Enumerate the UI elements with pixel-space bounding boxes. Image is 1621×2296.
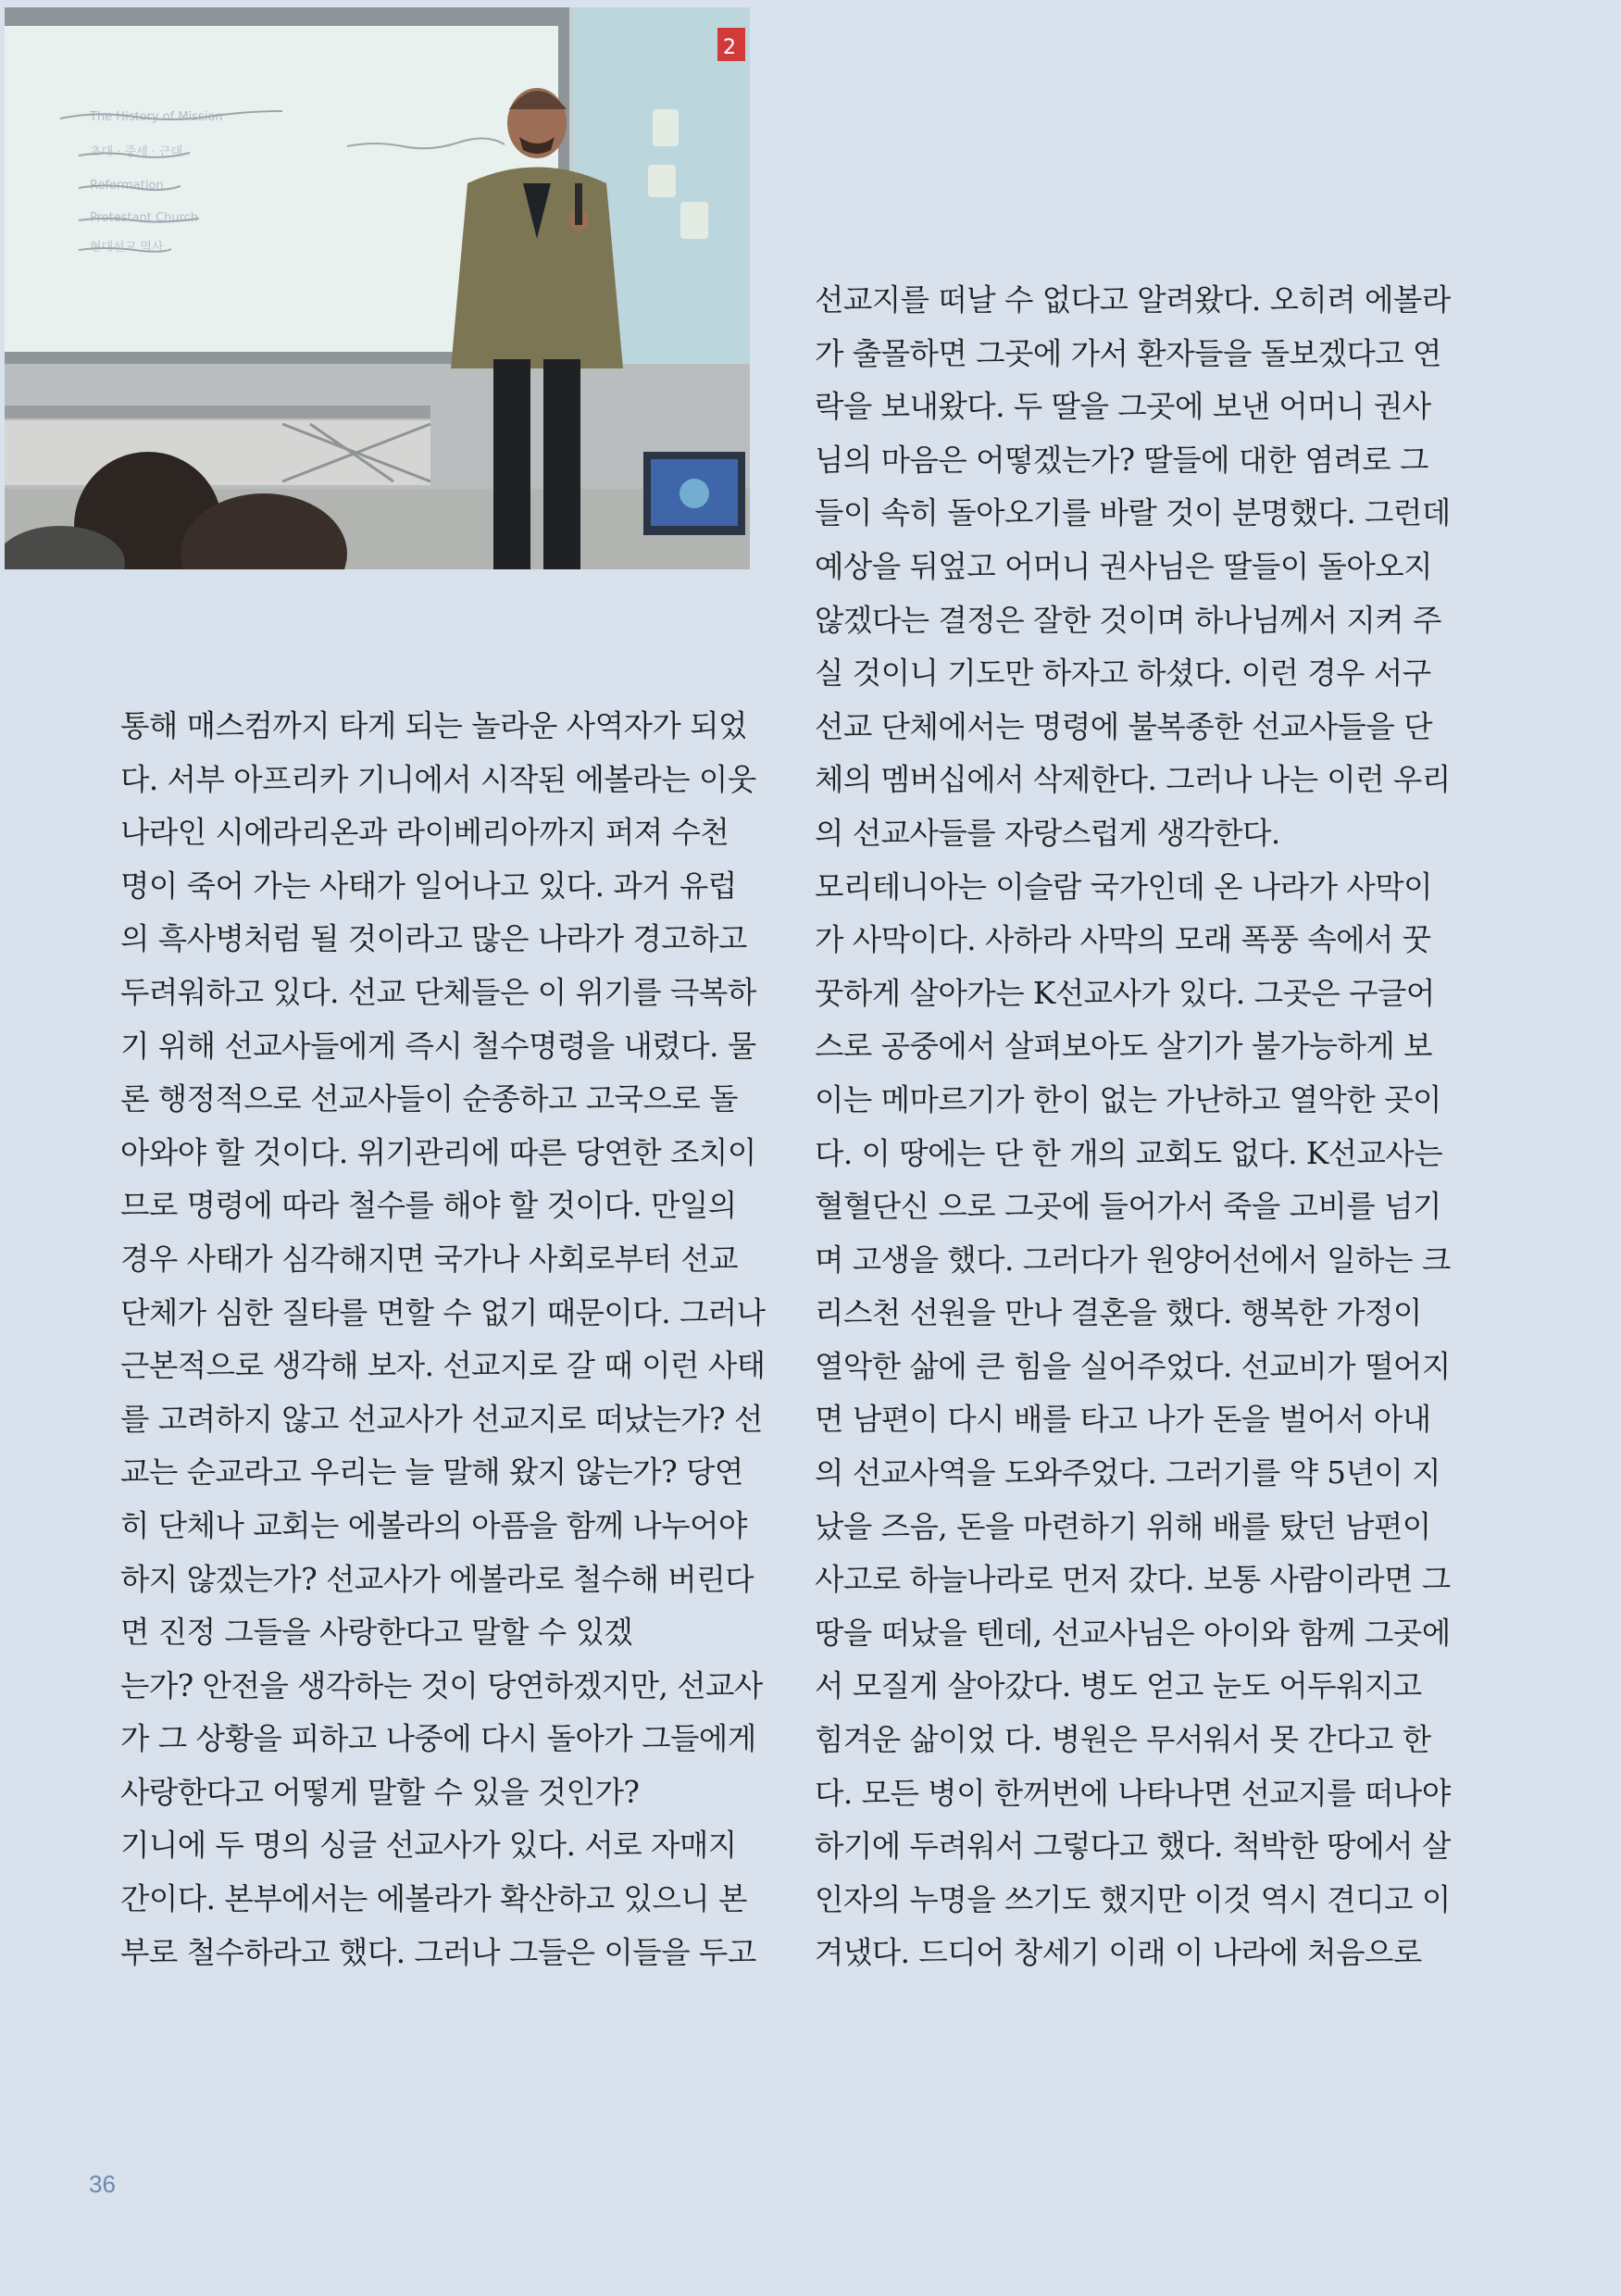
text-line: 의 흑사병처럼 될 것이라고 많은 나라가 경고하고 (120, 921, 747, 957)
text-line: 히 단체나 교회는 에볼라의 아픔을 함께 나누어야 (120, 1507, 747, 1543)
text-line: 체의 멤버십에서 삭제한다. 그러나 나는 이런 우리 (815, 762, 1451, 798)
text-line: 꿋하게 살아가는 K선교사가 있다. 그곳은 구글어 (815, 975, 1435, 1011)
text-line: 두려워하고 있다. 선교 단체들은 이 위기를 극복하 (120, 974, 756, 1010)
text-line: 났을 즈음, 돈을 마련하기 위해 배를 탔던 남편이 (815, 1508, 1431, 1544)
text-line: 모리테니아는 이슬람 국가인데 온 나라가 사막이 (815, 868, 1433, 905)
text-line: 교는 순교라고 우리는 늘 말해 왔지 않는가? 당연 (120, 1454, 743, 1491)
text-line: 가 출몰하면 그곳에 가서 환자들을 돌보겠다고 연 (815, 335, 1441, 371)
whiteboard-line-5: 현대선교 역사 (90, 241, 164, 255)
text-line: 는가? 안전을 생각하는 것이 당연하겠지만, 선교사 (120, 1667, 763, 1703)
text-line: 가 사막이다. 사하라 사막의 모래 폭풍 속에서 꿋 (815, 922, 1431, 958)
text-line: 다. 모든 병이 한꺼번에 나타나면 선교지를 떠나야 (815, 1775, 1451, 1811)
whiteboard-line-1: The History of Mission (90, 110, 223, 124)
text-line: 님의 마음은 어떻겠는가? 딸들에 대한 염려로 그 (815, 442, 1428, 478)
text-line: 하지 않겠는가? 선교사가 에볼라로 철수해 버린다 (120, 1561, 754, 1597)
text-line: 혈혈단신 으로 그곳에 들어가서 죽을 고비를 넘기 (815, 1189, 1441, 1225)
text-line: 다. 이 땅에는 단 한 개의 교회도 없다. K선교사는 (815, 1135, 1443, 1171)
right-text-column (815, 274, 1451, 1980)
text-line: 기니에 두 명의 싱글 선교사가 있다. 서로 자매지 (120, 1828, 737, 1864)
text-line: 면 남편이 다시 배를 타고 나가 돈을 벌어서 아내 (815, 1402, 1431, 1438)
text-line: 통해 매스컴까지 타게 되는 놀라운 사역자가 되었 (120, 708, 747, 743)
text-line: 론 행정적으로 선교사들이 순종하고 고국으로 돌 (120, 1081, 739, 1117)
text-line: 인자의 누명을 쓰기도 했지만 이것 역시 견디고 이 (815, 1881, 1451, 1917)
text-line: 리스천 선원을 만나 결혼을 했다. 행복한 가정이 (815, 1295, 1422, 1331)
text-line: 않겠다는 결정은 잘한 것이며 하나님께서 지켜 주 (815, 602, 1441, 638)
text-line: 를 고려하지 않고 선교사가 선교지로 떠났는가? 선 (120, 1401, 763, 1437)
text-line: 며 고생을 했다. 그러다가 원양어선에서 일하는 크 (815, 1242, 1451, 1278)
text-line: 열악한 삶에 큰 힘을 실어주었다. 선교비가 떨어지 (815, 1348, 1451, 1384)
text-line: 들이 속히 돌아오기를 바랄 것이 분명했다. 그런데 (815, 495, 1451, 531)
text-line: 힘겨운 삶이었 다. 병원은 무서워서 못 간다고 한 (815, 1722, 1431, 1758)
whiteboard-line-4: Protestant Church (90, 211, 199, 225)
whiteboard-line-3: Reformation (90, 179, 164, 193)
text-line: 경우 사태가 심각해지면 국가나 사회로부터 선교 (120, 1241, 739, 1277)
lecture-photo (5, 7, 750, 569)
text-line: 므로 명령에 따라 철수를 해야 할 것이다. 만일의 (120, 1188, 737, 1224)
text-line: 가 그 상황을 피하고 나중에 다시 돌아가 그들에게 (120, 1721, 756, 1757)
text-line: 사고로 하늘나라로 먼저 갔다. 보통 사람이라면 그 (815, 1562, 1451, 1598)
text-line: 단체가 심한 질타를 면할 수 없기 때문이다. 그러나 (120, 1294, 766, 1330)
text-line: 면 진정 그들을 사랑한다고 말할 수 있겠 (120, 1615, 633, 1651)
text-line: 스로 공중에서 살펴보아도 살기가 불가능하게 보 (815, 1029, 1433, 1065)
left-text-column (120, 700, 766, 1979)
text-line: 예상을 뒤엎고 어머니 권사님은 딸들이 돌아오지 (815, 548, 1433, 584)
text-line: 서 모질게 살아갔다. 병도 얻고 눈도 어두워지고 (815, 1668, 1422, 1704)
text-line: 의 선교사역을 도와주었다. 그러기를 약 5년이 지 (815, 1455, 1440, 1491)
text-line: 근본적으로 생각해 보자. 선교지로 갈 때 이런 사태 (120, 1348, 766, 1384)
text-line: 선교지를 떠날 수 없다고 알려왔다. 오히려 에볼라 (815, 282, 1451, 318)
banner-badge: 2 (723, 36, 736, 59)
text-line: 락을 보내왔다. 두 딸을 그곳에 보낸 어머니 권사 (815, 389, 1431, 425)
text-line: 간이다. 본부에서는 에볼라가 확산하고 있으니 본 (120, 1881, 747, 1917)
text-line: 다. 서부 아프리카 기니에서 시작된 에볼라는 이웃 (120, 761, 756, 797)
text-line: 땅을 떠났을 텐데, 선교사님은 아이와 함께 그곳에 (815, 1615, 1451, 1651)
text-line: 나라인 시에라리온과 라이베리아까지 퍼져 수천 (120, 815, 729, 851)
whiteboard-line-2: 초대 · 중세 · 근대 (90, 145, 183, 159)
text-line: 겨냈다. 드디어 창세기 이래 이 나라에 처음으로 (815, 1935, 1422, 1971)
lecture-photo-illustration (5, 7, 750, 569)
text-line: 선교 단체에서는 명령에 불복종한 선교사들을 단 (815, 708, 1433, 744)
text-line: 부로 철수하라고 했다. 그러나 그들은 이들을 두고 (120, 1934, 756, 1970)
text-line: 명이 죽어 가는 사태가 일어나고 있다. 과거 유럽 (120, 867, 737, 904)
text-line: 실 것이니 기도만 하자고 하셨다. 이런 경우 서구 (815, 655, 1431, 692)
text-line: 기 위해 선교사들에게 즉시 철수명령을 내렸다. 물 (120, 1028, 756, 1064)
page-number: 36 (89, 2170, 116, 2198)
text-line: 하기에 두려워서 그렇다고 했다. 척박한 땅에서 살 (815, 1828, 1451, 1865)
text-line: 아와야 할 것이다. 위기관리에 따른 당연한 조치이 (120, 1134, 756, 1170)
text-line: 이는 메마르기가 한이 없는 가난하고 열악한 곳이 (815, 1081, 1441, 1117)
text-line: 사랑한다고 어떻게 말할 수 있을 것인가? (120, 1774, 640, 1810)
text-line: 의 선교사들를 자랑스럽게 생각한다. (815, 815, 1280, 851)
